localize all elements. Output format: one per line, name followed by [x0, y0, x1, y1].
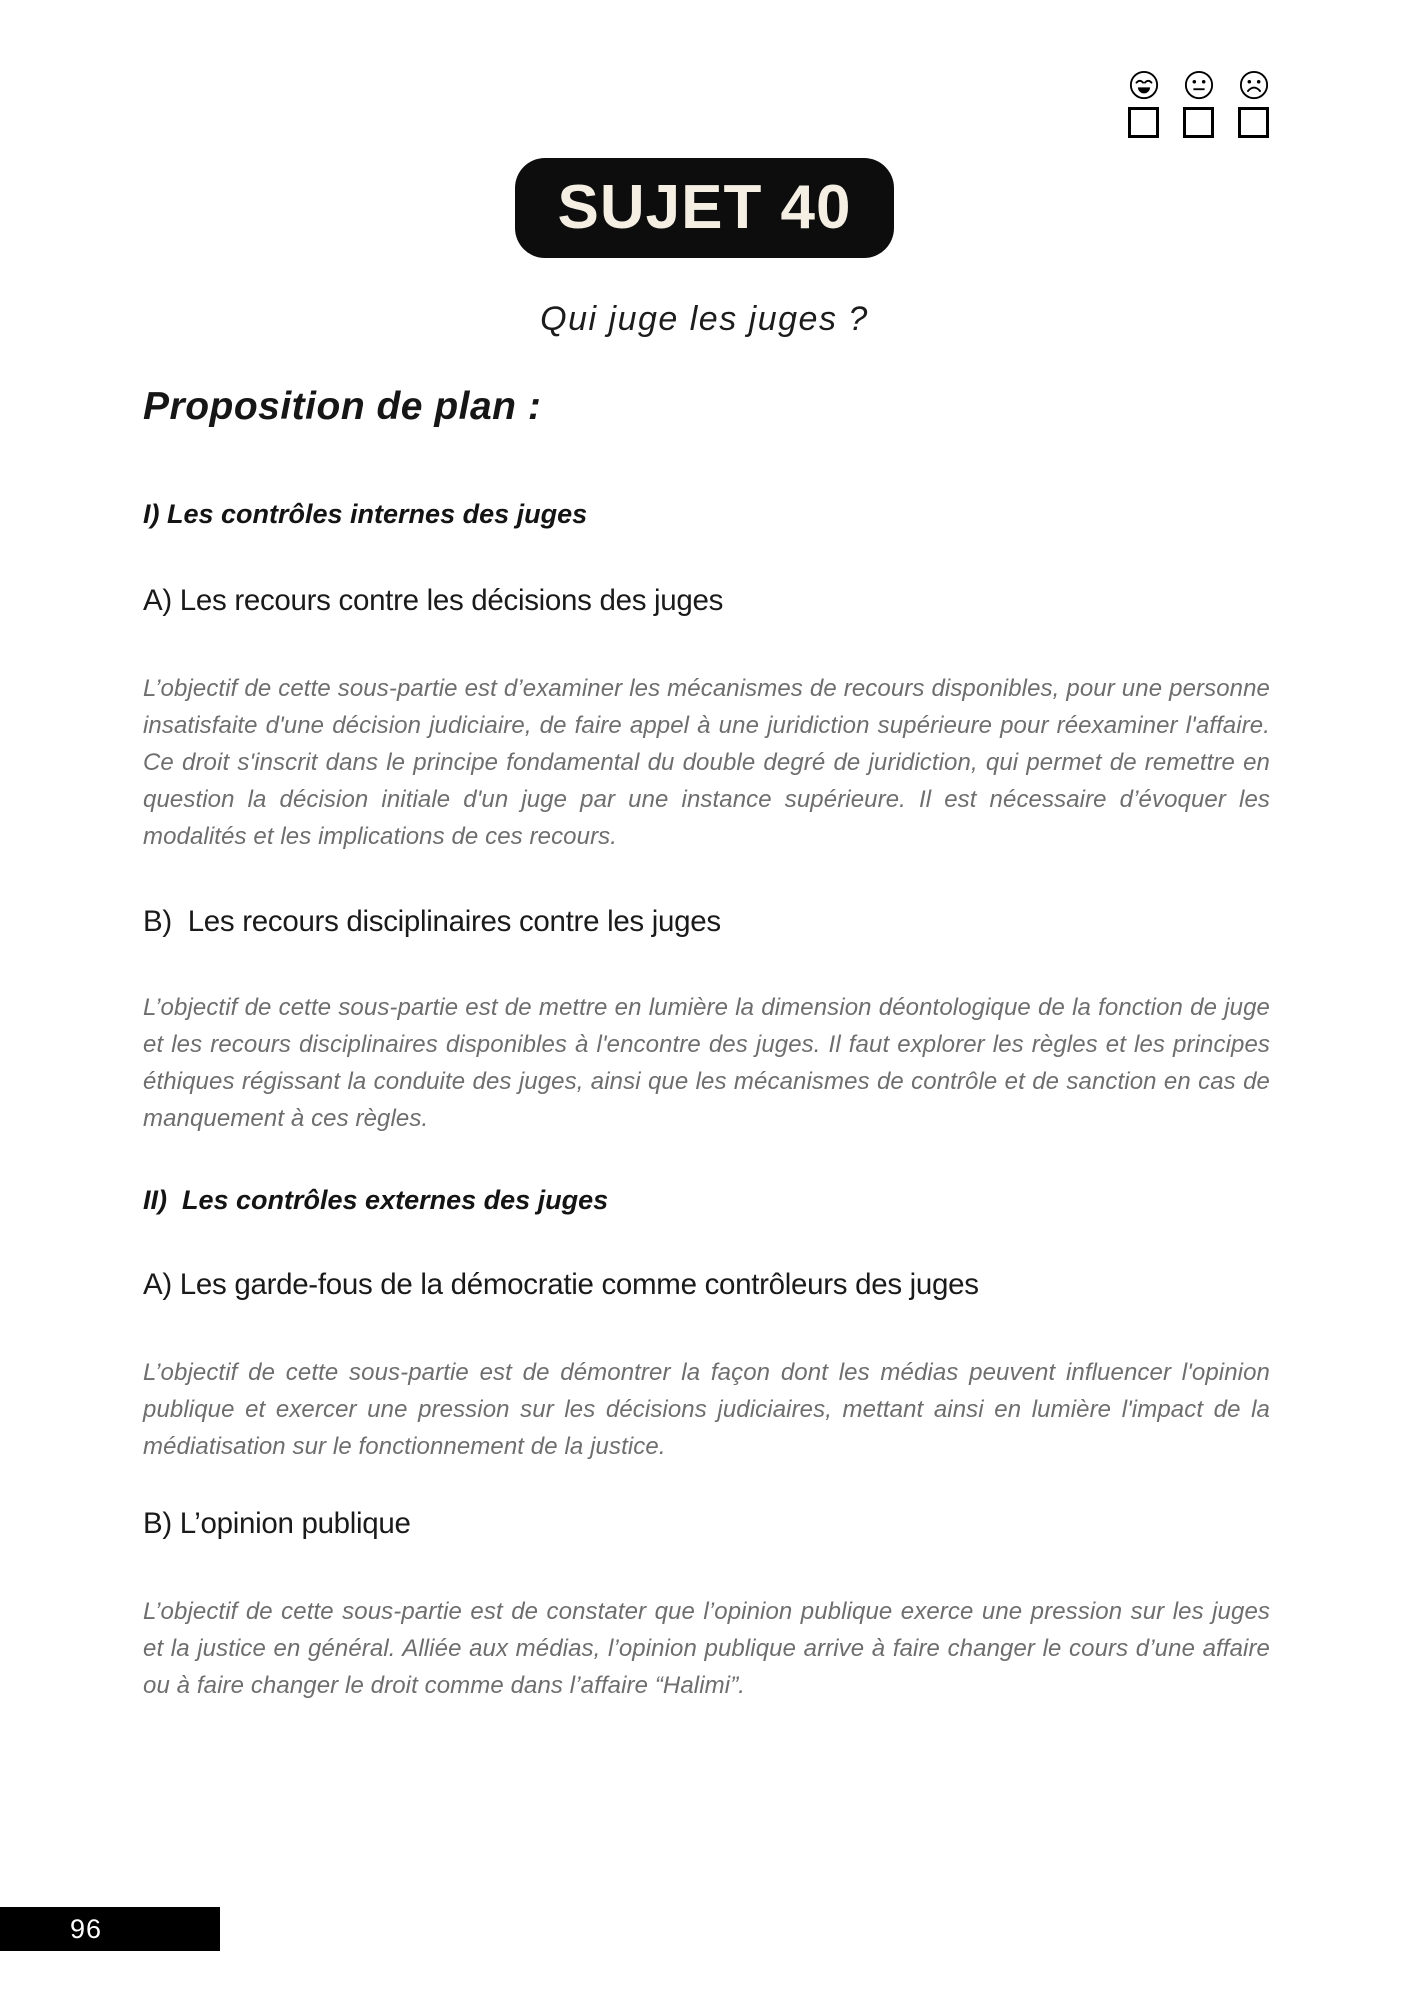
- rating-checkbox-sad[interactable]: [1238, 107, 1269, 138]
- rating-checkbox-neutral[interactable]: [1183, 107, 1214, 138]
- page-number: 96: [70, 1913, 103, 1944]
- section-1-sub-b-body: L’objectif de cette sous-partie est de mettre en lumière la dimension déontologique de la fonction de juge et les recours disciplinaires disponibles à l'encontre des juges. Il faut explorer les règles et les principes éthiques régissant la conduite des juges, ainsi que les mécanismes de contrôle et de sanction en cas de manquement à ces règles.: [143, 994, 1270, 1132]
- plan-title: Proposition de plan :: [143, 385, 542, 428]
- rating-option-neutral: [1183, 70, 1214, 138]
- sujet-badge: SUJET 40: [515, 158, 893, 258]
- section-1-sub-b-heading: B) Les recours disciplinaires contre les juges: [143, 905, 721, 938]
- section-1-sub-a-heading: A) Les recours contre les décisions des juges: [143, 584, 724, 617]
- happy-face-icon: [1129, 70, 1159, 100]
- rating-checkbox-happy[interactable]: [1128, 107, 1159, 138]
- sujet-subtitle: Qui juge les juges ?: [540, 300, 869, 338]
- neutral-face-icon: [1184, 70, 1214, 100]
- section-2-sub-a-body: L’objectif de cette sous-partie est de démontrer la façon dont les médias peuvent influencer l'opinion publique et exercer une pression sur les décisions judiciaires, mettant ainsi en lumière l'impact de la médiatisation sur le fonctionnement de la justice.: [143, 1359, 1270, 1460]
- sad-face-icon: [1239, 70, 1269, 100]
- page-number-tab: [0, 1907, 220, 1951]
- rating-strip: [1128, 70, 1269, 138]
- plan-content: [0, 385, 1409, 1704]
- rating-option-happy: [1128, 70, 1159, 138]
- rating-option-sad: [1238, 70, 1269, 138]
- section-2-sub-b-heading: B) L’opinion publique: [143, 1507, 411, 1540]
- section-2-heading: II) Les contrôles externes des juges: [143, 1185, 609, 1215]
- section-2-sub-a-heading: A) Les garde-fous de la démocratie comme contrôleurs des juges: [143, 1268, 979, 1301]
- section-1-sub-a-body: L’objectif de cette sous-partie est d’examiner les mécanismes de recours disponibles, pour une personne insatisfaite d'une décision judiciaire, de faire appel à une juridiction supérieure pour réexaminer l'affaire. Ce droit s'inscrit dans le principe fondamental du double degré de juridiction, qui permet de remettre en question la décision initiale d'un juge par une instance supérieure. Il est nécessaire d’évoquer les modalités et les implications de ces recours.: [143, 675, 1270, 850]
- section-2-sub-b-body: L’objectif de cette sous-partie est de constater que l’opinion publique exerce une pression sur les juges et la justice en général. Alliée aux médias, l’opinion publique arrive à faire changer le cours d’une affaire ou à faire changer le droit comme dans l’affaire “Halimi”.: [143, 1598, 1270, 1699]
- section-1-heading: I) Les contrôles internes des juges: [143, 499, 588, 529]
